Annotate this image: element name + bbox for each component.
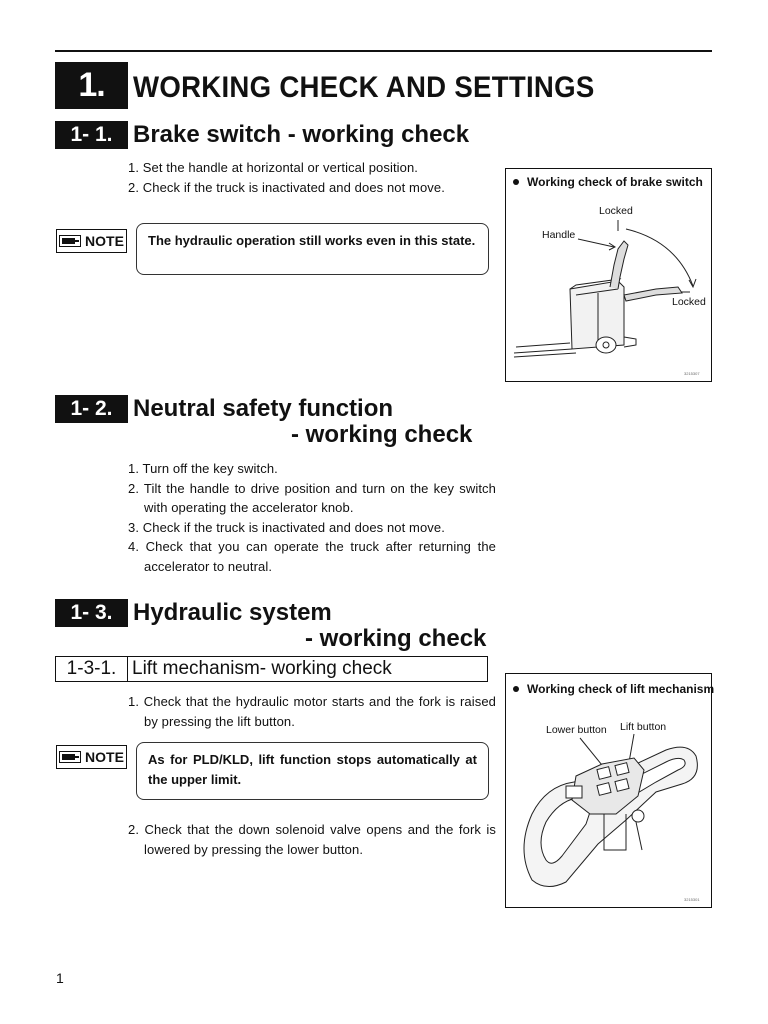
step-item: 2. Check if the truck is inactivated and does not move. <box>128 179 445 195</box>
subsection-number: 1-3-1. <box>56 657 128 681</box>
step-item: 2. Tilt the handle to drive position and turn on the key switch with operating the accelerator knob. <box>128 480 496 515</box>
note-label: NOTE <box>85 233 124 249</box>
step-item: 2. Check that the down solenoid valve opens and the fork is lowered by pressing the lower button. <box>128 822 496 857</box>
label-handle: Handle <box>542 229 576 241</box>
label-locked-top: Locked <box>599 205 633 217</box>
figure-lift-mechanism <box>505 673 715 908</box>
section-title-line1: Hydraulic system <box>133 599 332 626</box>
section-number: 1- 2. <box>55 395 128 423</box>
pointing-hand-icon <box>59 235 81 247</box>
subsection-title: Lift mechanism- working check <box>132 658 392 679</box>
step-item: 1. Turn off the key switch. <box>128 461 278 476</box>
label-lift-button: Lift button <box>620 721 667 733</box>
step-item: 3. Check if the truck is inactivated and does not move. <box>128 519 445 535</box>
step-item: 1. Check that the hydraulic motor starts and the fork is raised by pressing the lift button. <box>128 694 496 729</box>
figure-code: 3215307 <box>684 371 700 376</box>
figure-code: 3215301 <box>684 897 700 902</box>
step-item: 1. Set the handle at horizontal or vertical position. <box>128 160 419 175</box>
pallet-truck-illustration <box>506 169 713 383</box>
note-box <box>136 223 489 275</box>
note-text: The hydraulic operation still works even in this state. <box>148 233 476 248</box>
figure-brake-switch <box>505 168 712 382</box>
section-number: 1- 3. <box>55 599 128 627</box>
label-lower-button: Lower button <box>546 724 607 736</box>
chapter-number: 1. <box>55 62 128 109</box>
section-title-line1: Neutral safety function <box>133 395 394 422</box>
step-list <box>128 820 496 859</box>
step-list <box>128 459 496 576</box>
note-badge <box>56 229 127 253</box>
note-text: As for PLD/KLD, lift function stops automatically at the upper limit. <box>148 752 477 787</box>
page-number: 1 <box>56 970 64 986</box>
section-title-line2: - working check <box>291 421 473 448</box>
figure-caption: Working check of brake switch <box>513 175 703 189</box>
tiller-head-illustration <box>506 674 713 909</box>
section-title-line2: - working check <box>305 625 487 652</box>
top-rule <box>55 50 712 52</box>
step-list <box>128 158 496 197</box>
section-title: Brake switch - working check <box>133 121 470 148</box>
pointing-hand-icon <box>59 751 81 763</box>
figure-caption: Working check of lift mechanism <box>513 682 714 696</box>
label-locked-bottom: Locked <box>672 296 706 308</box>
note-label: NOTE <box>85 749 124 765</box>
note-box <box>136 742 489 800</box>
note-badge <box>56 745 127 769</box>
step-item: 4. Check that you can operate the truck after returning the accelerator to neutral. <box>128 539 496 574</box>
section-number: 1- 1. <box>55 121 128 149</box>
chapter-title: WORKING CHECK AND SETTINGS <box>133 71 595 104</box>
step-list <box>128 692 496 731</box>
subsection-heading <box>55 656 488 682</box>
